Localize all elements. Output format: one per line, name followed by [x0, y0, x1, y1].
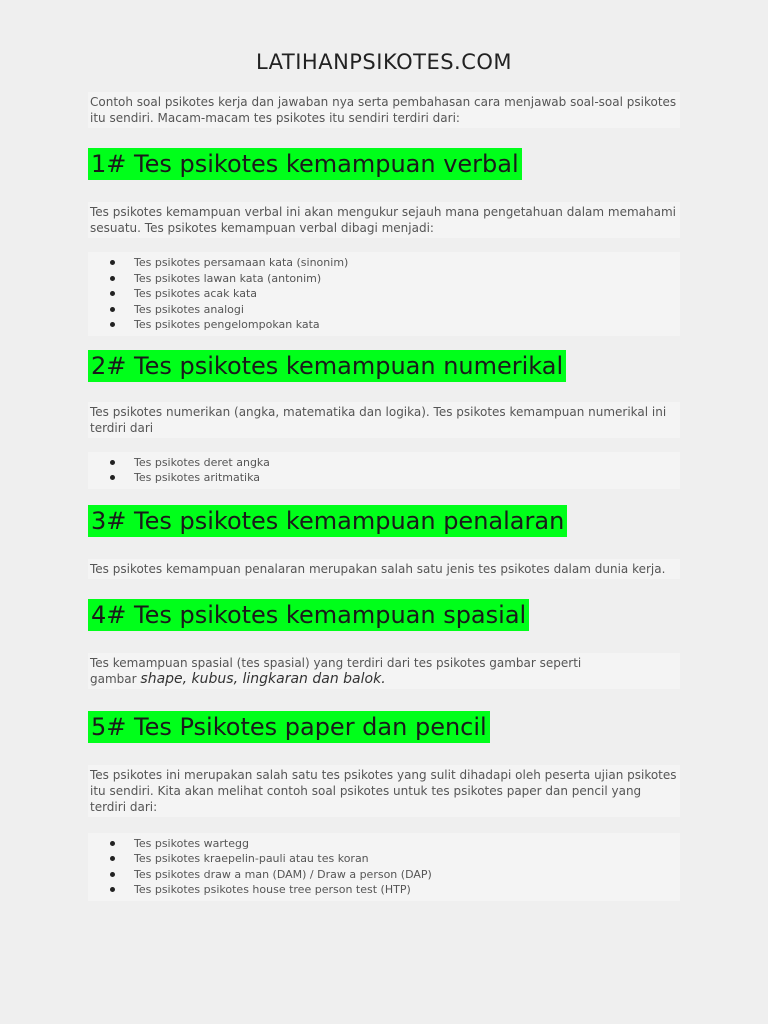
section-paper-pencil — [88, 711, 680, 901]
section-text-line: Tes kemampuan spasial (tes spasial) yang terdiri dari tes psikotes gambar seperti — [90, 655, 582, 670]
section-verbal — [88, 148, 680, 336]
list-item: Tes psikotes analogi — [134, 302, 680, 318]
list-item: Tes psikotes aritmatika — [134, 470, 680, 486]
section-list — [88, 252, 680, 336]
section-heading: 1# Tes psikotes kemampuan verbal — [88, 148, 522, 180]
list-item: Tes psikotes psikotes house tree person test (HTP) — [134, 882, 680, 898]
section-numerikal — [88, 350, 680, 489]
list-item: Tes psikotes draw a man (DAM) / Draw a person (DAP) — [134, 867, 680, 883]
site-title: LATIHANPSIKOTES.COM — [255, 50, 513, 74]
section-text: Tes psikotes kemampuan penalaran merupakan salah satu jenis tes psikotes dalam dunia kerja. — [88, 559, 680, 579]
section-heading: 3# Tes psikotes kemampuan penalaran — [88, 505, 567, 537]
section-text-italic: shape, kubus, lingkaran dan balok. — [140, 670, 386, 687]
list-item: Tes psikotes wartegg — [134, 836, 680, 852]
section-text: Tes psikotes numerikan (angka, matematika dan logika). Tes psikotes kemampuan numerikal ini terdiri dari — [88, 402, 680, 438]
list-item: Tes psikotes pengelompokan kata — [134, 317, 680, 333]
section-heading: 4# Tes psikotes kemampuan spasial — [88, 599, 529, 631]
section-heading: 2# Tes psikotes kemampuan numerikal — [88, 350, 566, 382]
section-list — [88, 833, 680, 901]
list-item: Tes psikotes kraepelin-pauli atau tes koran — [134, 851, 680, 867]
section-text: Tes psikotes kemampuan verbal ini akan mengukur sejauh mana pengetahuan dalam memahami sesuatu. Tes psikotes kemampuan verbal dibagi menjadi: — [88, 202, 680, 238]
section-text: Tes psikotes ini merupakan salah satu tes psikotes yang sulit dihadapi oleh peserta ujian psikotes itu sendiri. Kita akan melihat contoh soal psikotes untuk tes psikotes paper dan pencil yang terdiri dari: — [88, 765, 680, 817]
section-spasial — [88, 599, 680, 689]
section-text-prefix: gambar — [90, 671, 137, 686]
section-heading: 5# Tes Psikotes paper dan pencil — [88, 711, 490, 743]
section-list — [88, 452, 680, 489]
article-body — [88, 92, 680, 901]
intro-paragraph: Contoh soal psikotes kerja dan jawaban nya serta pembahasan cara menjawab soal-soal psikotes itu sendiri. Macam-macam tes psikotes itu sendiri terdiri dari: — [88, 92, 680, 128]
section-penalaran — [88, 505, 680, 579]
list-item: Tes psikotes lawan kata (antonim) — [134, 271, 680, 287]
section-text — [88, 653, 680, 689]
list-item: Tes psikotes deret angka — [134, 455, 680, 471]
list-item: Tes psikotes acak kata — [134, 286, 680, 302]
list-item: Tes psikotes persamaan kata (sinonim) — [134, 255, 680, 271]
